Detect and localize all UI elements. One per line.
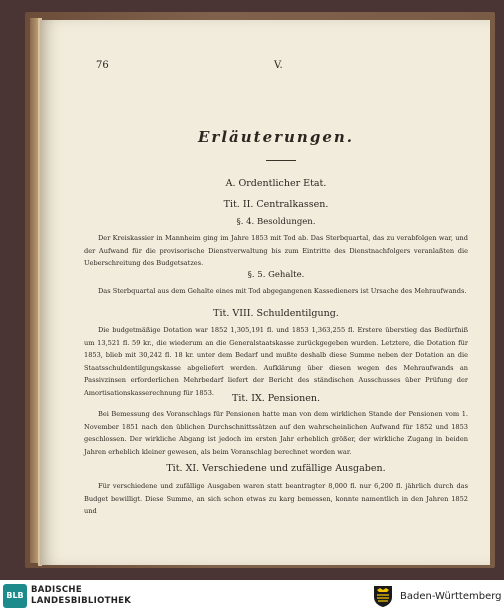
blb-logo[interactable]: BLB xyxy=(3,584,27,608)
part-heading: A. Ordentlicher Etat. xyxy=(225,178,327,189)
section-heading: Tit. VIII. Schuldentilgung. xyxy=(213,308,339,319)
section-paragraph: Für verschiedene und zufällige Ausgaben waren statt beantragter 8,000 fl. nur 6,200 fl. jährlich durch das Budget bewilligt. Diese Summe, an sich schon etwas zu karg bemessen, konnte namentlich in den Jahren 1852 und xyxy=(84,482,468,515)
section-subheading: §. 5. Gehalte. xyxy=(247,270,305,280)
section-heading: Tit. IX. Pensionen. xyxy=(231,393,320,404)
page-number: 76 xyxy=(96,60,109,71)
section-paragraph: Der Kreiskassier in Mannheim ging im Jahre 1853 mit Tod ab. Das Sterbquartal, das zu verabfolgen war, und der Aufwand für die provisorische Dienstverwaltung bis zum Eintritte des Dienstnachfolgers veranlaßten die Ueberschreitung des Budgetsatzes. xyxy=(84,234,468,267)
section-paragraph: Bei Bemessung des Voranschlags für Pensionen hatte man von dem wirklichen Stande der Pensionen vom 1. November 1851 nach den üblichen Durchschnittssätzen auf den wahrscheinlichen Aufwand für 1852 und 1853 geschlossen. Der wirkliche Abgang ist jedoch im ersten Jahr erheblich größer, der wirkliche Zugang in beiden Jahren erheblich kleiner gewesen, als beim Voranschlag berechnet worden war. xyxy=(84,410,468,456)
section-heading: Tit. XI. Verschiedene und zufällige Ausgaben. xyxy=(166,463,386,474)
section-paragraph: Das Sterbquartal aus dem Gehalte eines mit Tod abgegangenen Kassedieners ist Ursache des Mehraufwands. xyxy=(98,287,467,295)
section-heading: Tit. II. Centralkassen. xyxy=(223,199,329,210)
state-label[interactable]: Baden-Württemberg xyxy=(400,591,502,602)
section-subheading: §. 4. Besoldungen. xyxy=(236,217,316,227)
library-name-line2: LANDESBIBLIOTHEK xyxy=(31,596,132,606)
library-name-line1: BADISCHE xyxy=(31,585,82,595)
section-paragraph: Die budgetmäßige Dotation war 1852 1,305,191 fl. und 1853 1,363,255 fl. Erstere überstieg das Bedürfniß um 13,521 fl. 59 kr., die wiederum an die Generalstaatskasse zurückgegeben wurden. Letztere, die Dotation für 1853, blieb mit 30,242 fl. 18 kr. unter dem Bedarf und mußte deshalb diese Summe neben der Dotation an die Staatsschuldentilgungskasse abgeliefert werden. Aufklärung über diesen wegen des Mehraufwands an Passivzinsen erforderlichen Mehrbedarf liefert der Bericht des ständischen Ausschusses über Prüfung der Amortisationskasserechnung für 1853. xyxy=(84,326,468,397)
page-title: Erläuterungen. xyxy=(197,128,354,146)
title-rule xyxy=(266,160,296,161)
section-roman: V. xyxy=(274,60,283,71)
baden-wuerttemberg-emblem-icon xyxy=(372,584,394,608)
